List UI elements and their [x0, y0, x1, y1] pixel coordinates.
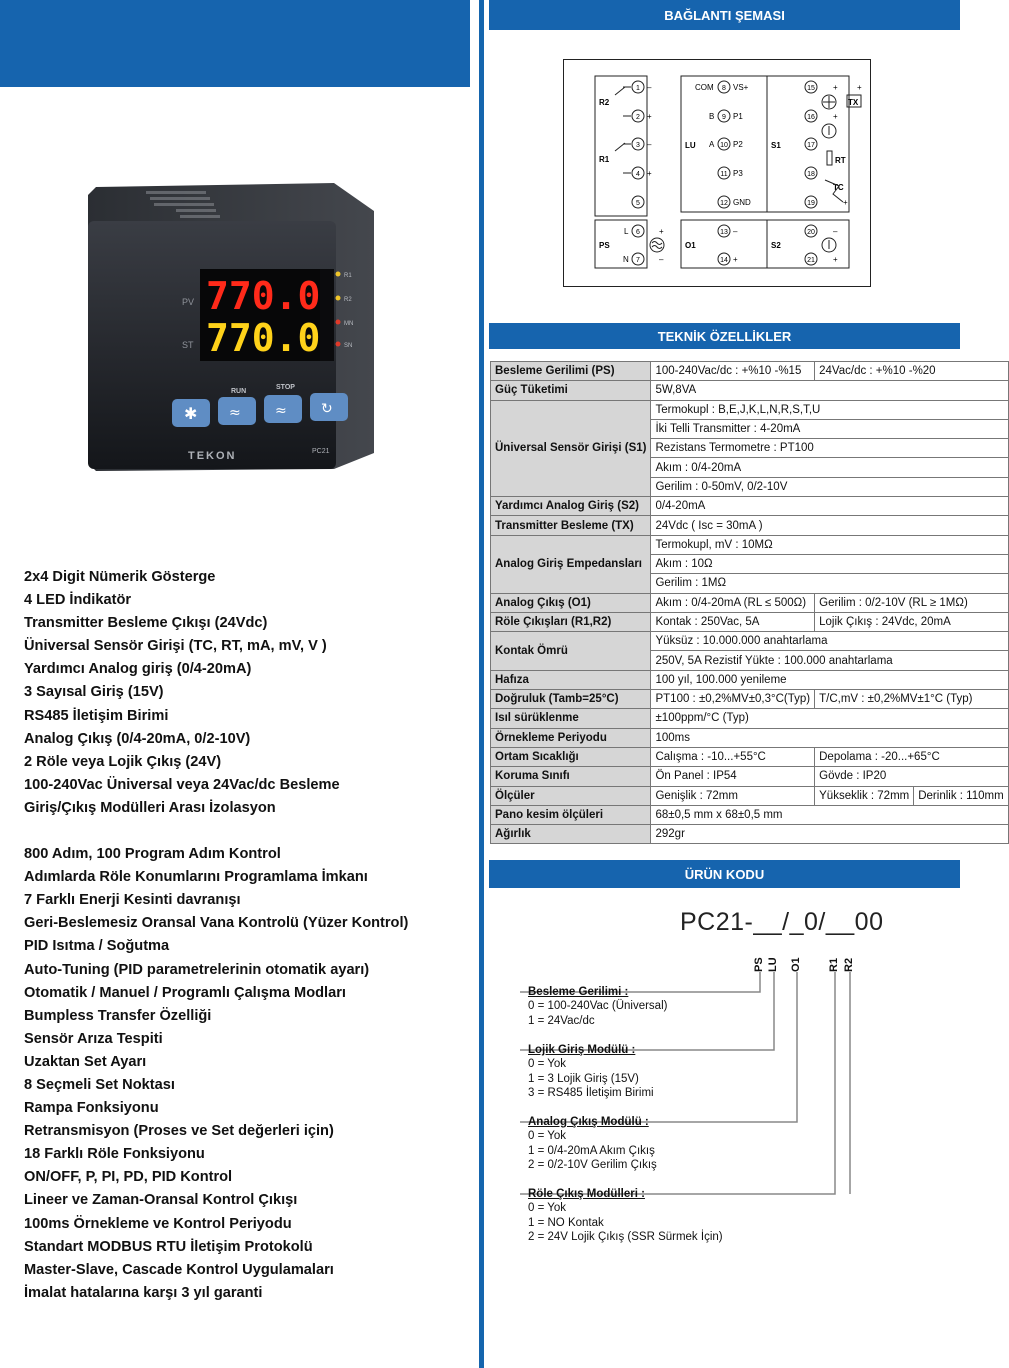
code-label-r2: R2: [843, 957, 855, 972]
svg-text:VS+: VS+: [733, 83, 749, 92]
svg-text:S2: S2: [771, 241, 781, 250]
header-teknik: TEKNİK ÖZELLİKLER: [489, 323, 960, 349]
svg-text:+: +: [833, 112, 838, 121]
svg-text:A: A: [709, 140, 715, 149]
svg-text:–: –: [647, 83, 652, 92]
feature-item: RS485 İletişim Birimi: [24, 707, 169, 724]
feature-item: Üniversal Sensör Girişi (TC, RT, mA, mV, V ): [24, 638, 327, 655]
svg-text:10: 10: [720, 142, 728, 149]
led-r1-label: R1: [344, 273, 352, 279]
svg-text:+: +: [857, 83, 862, 92]
svg-text:RT: RT: [835, 156, 846, 165]
svg-text:3: 3: [636, 142, 640, 149]
feature-item: Transmitter Besleme Çıkışı (24Vdc): [24, 615, 268, 632]
svg-text:P3: P3: [733, 169, 743, 178]
code-label-o1: O1: [790, 957, 802, 972]
feature-item: 8 Seçmeli Set Noktası: [24, 1076, 175, 1093]
feature-item: 3 Sayısal Giriş (15V): [24, 684, 164, 701]
svg-text:+: +: [733, 255, 738, 264]
feature-item: 4 LED İndikatör: [24, 592, 132, 609]
code-section-analog: Analog Çıkış Modülü : 0 = Yok 1 = 0/4-20mA Akım Çıkış 2 = 0/2-10V Gerilim Çıkış: [528, 1116, 657, 1171]
code-section-lojik: Lojik Giriş Modülü : 0 = Yok 1 = 3 Lojik Giriş (15V) 3 = RS485 İletişim Birimi: [528, 1044, 654, 1099]
svg-text:P1: P1: [733, 112, 743, 121]
feature-item: Otomatik / Manuel / Programlı Çalışma Modları: [24, 984, 346, 1001]
svg-text:11: 11: [720, 171, 728, 178]
svg-text:8: 8: [722, 85, 726, 92]
code-label-ps: PS: [753, 957, 765, 972]
pv-label: PV: [182, 297, 195, 307]
stop-label: STOP: [276, 384, 295, 391]
brand-label: TEKON: [188, 450, 237, 462]
code-section-role: Röle Çıkış Modülleri : 0 = Yok 1 = NO Kontak 2 = 24V Lojik Çıkış (SSR Sürmek İçin): [528, 1188, 723, 1243]
feature-item: Rampa Fonksiyonu: [24, 1100, 159, 1117]
pv-display: 770.0: [206, 274, 321, 318]
svg-text:15: 15: [807, 85, 815, 92]
svg-text:TC: TC: [833, 183, 844, 192]
svg-text:+: +: [833, 83, 838, 92]
feature-list: [24, 566, 408, 1305]
svg-text:GND: GND: [733, 198, 751, 207]
feature-item: Yardımcı Analog giriş (0/4-20mA): [24, 661, 252, 678]
controller-device-image: [88, 183, 378, 471]
svg-text:COM: COM: [695, 83, 714, 92]
model-label: PC21: [312, 448, 330, 455]
svg-text:LU: LU: [685, 141, 696, 150]
svg-text:14: 14: [720, 257, 728, 264]
svg-text:R2: R2: [599, 98, 610, 107]
svg-text:–: –: [659, 255, 664, 264]
svg-text:R1: R1: [599, 155, 610, 164]
feature-item: 100ms Örnekleme ve Kontrol Periyodu: [24, 1215, 292, 1232]
svg-text:12: 12: [720, 200, 728, 207]
svg-text:–: –: [833, 227, 838, 236]
feature-item: Retransmisyon (Proses ve Set değerleri için): [24, 1123, 334, 1140]
header-baglanti: BAĞLANTI ŞEMASI: [489, 0, 960, 30]
svg-text:19: 19: [807, 200, 815, 207]
feature-item: Giriş/Çıkış Modülleri Arası İzolasyon: [24, 799, 276, 816]
feature-item: Analog Çıkış (0/4-20mA, 0/2-10V): [24, 730, 251, 747]
feature-item: 100-240Vac Üniversal veya 24Vac/dc Besleme: [24, 776, 340, 793]
feature-item: ON/OFF, P, PI, PD, PID Kontrol: [24, 1169, 233, 1186]
svg-text:20: 20: [807, 229, 815, 236]
svg-text:9: 9: [722, 114, 726, 121]
feature-item: 2x4 Digit Nümerik Gösterge: [24, 569, 216, 585]
svg-text:O1: O1: [685, 241, 696, 250]
svg-text:16: 16: [807, 114, 815, 121]
product-code: PC21-__/_0/__00: [680, 908, 884, 936]
svg-text:–: –: [733, 227, 738, 236]
feature-item: İmalat hatalarına karşı 3 yıl garanti: [24, 1284, 263, 1301]
svg-text:+: +: [647, 169, 652, 178]
feature-item: Bumpless Transfer Özelliği: [24, 1007, 212, 1024]
svg-text:6: 6: [636, 229, 640, 236]
code-section-besleme: Besleme Gerilimi : 0 = 100-240Vac (Üniversal) 1 = 24Vac/dc: [528, 986, 668, 1027]
st-label: ST: [182, 340, 194, 350]
led-mn-label: MN: [344, 321, 354, 327]
feature-item: 2 Röle veya Lojik Çıkış (24V): [24, 753, 222, 770]
svg-text:21: 21: [807, 257, 815, 264]
feature-item: 7 Farklı Enerji Kesinti davranışı: [24, 892, 241, 909]
header-urun: ÜRÜN KODU: [489, 860, 960, 888]
svg-text:+: +: [647, 112, 652, 121]
svg-text:S1: S1: [771, 141, 781, 150]
svg-text:PS: PS: [599, 241, 610, 250]
led-sn-label: SN: [344, 343, 353, 349]
wiring-diagram: [563, 59, 871, 287]
svg-text:7: 7: [636, 257, 640, 264]
feature-item: Sensör Arıza Tespiti: [24, 1030, 163, 1047]
svg-text:18: 18: [807, 171, 815, 178]
svg-text:17: 17: [807, 142, 815, 149]
svg-text:≈: ≈: [275, 403, 287, 419]
spec-table: Besleme Gerilimi (PS) 100-240Vac/dc : +%10 -%15 24Vac/dc : +%10 -%20 Güç Tüketimi 5W,8VA Üniversal Sensör Girişi (S1) Termokupl : B,E,J,K,L,N,R,S,T,U İki Telli Transmitter : 4-20mA Rezistans Termometre : PT100 Akım : 0/4-20mA Gerilim : 0-50mV, 0/2-10V Yardımcı Analog Giriş (S2) 0/4-20mA Transmitter Besleme (TX) 24Vdc ( Isc = 30mA ) Analog Giriş Empedansları Termokupl, mV : 10MΩ Akım : 10Ω Gerilim : 1MΩ Analog Çıkış (O1) Akım : 0/4-20mA (RL ≤ 500Ω) Gerilim : 0/2-10V (RL ≥ 1MΩ) Röle Çıkışları (R1,R2) Kontak : 250Vac, 5A Lojik Çıkış : 24Vdc, 20mA Kontak Ömrü Yüksüz : 10.000.000 anahtarlama 250V, 5A Rezistif Yükte : 100.000 anahtarlama Hafıza 100 yıl, 100.000 yenileme Doğruluk (Tamb=25°C) PT100 : ±0,2%MV±0,3°C(Typ) T/C,mV : ±0,2%MV±1°C (Typ) Isıl sürüklenme ±100ppm/°C (Typ) Örnekleme Periyodu 100ms Ortam Sıcaklığı Calışma : -10...+55°C Depolama : -20...+65°C Koruma Sınıfı Ön Panel : IP54 Gövde : IP20 Ölçüler Genişlik : 72mm Yükseklik : 72mm Derinlik : 110mm Pano kesim ölçüleri 68±0,5 mm x 68±0,5 mm Ağırlık 292gr: [490, 361, 1009, 844]
top-blue-banner: [0, 0, 470, 87]
feature-item: Auto-Tuning (PID parametrelerinin otomatik ayarı): [24, 961, 370, 978]
feature-item: Adımlarda Röle Konumlarını Programlama İmkanı: [24, 869, 368, 886]
svg-text:+: +: [659, 227, 664, 236]
svg-text:+: +: [843, 198, 848, 207]
svg-text:≈: ≈: [229, 405, 241, 421]
feature-item: Master-Slave, Cascade Kontrol Uygulamaları: [24, 1261, 334, 1278]
feature-item: Geri-Beslemesiz Oransal Vana Kontrolü (Yüzer Kontrol): [24, 915, 409, 932]
feature-item: 800 Adım, 100 Program Adım Kontrol: [24, 846, 281, 863]
svg-text:13: 13: [720, 229, 728, 236]
svg-text:✱: ✱: [184, 404, 198, 423]
feature-item: PID Isıtma / Soğutma: [24, 938, 170, 955]
feature-item: Standart MODBUS RTU İletişim Protokolü: [24, 1238, 313, 1255]
vertical-divider: [479, 0, 484, 1368]
feature-item: 18 Farklı Röle Fonksiyonu: [24, 1146, 205, 1163]
led-r2-label: R2: [344, 297, 352, 303]
svg-text:TX: TX: [848, 98, 859, 107]
svg-text:↻: ↻: [321, 401, 333, 417]
svg-text:2: 2: [636, 114, 640, 121]
svg-text:4: 4: [636, 171, 640, 178]
run-label: RUN: [231, 388, 247, 395]
feature-item: Lineer ve Zaman-Oransal Kontrol Çıkışı: [24, 1192, 298, 1209]
svg-text:B: B: [709, 112, 715, 121]
svg-text:L: L: [624, 227, 629, 236]
svg-text:P2: P2: [733, 140, 743, 149]
svg-text:–: –: [647, 140, 652, 149]
st-display: 770.0: [206, 316, 321, 360]
svg-text:N: N: [623, 255, 629, 264]
code-label-r1: R1: [828, 957, 840, 972]
svg-text:1: 1: [636, 85, 640, 92]
feature-item: Uzaktan Set Ayarı: [24, 1053, 147, 1070]
svg-text:5: 5: [636, 200, 640, 207]
svg-text:+: +: [833, 255, 838, 264]
code-label-lu: LU: [767, 957, 779, 972]
